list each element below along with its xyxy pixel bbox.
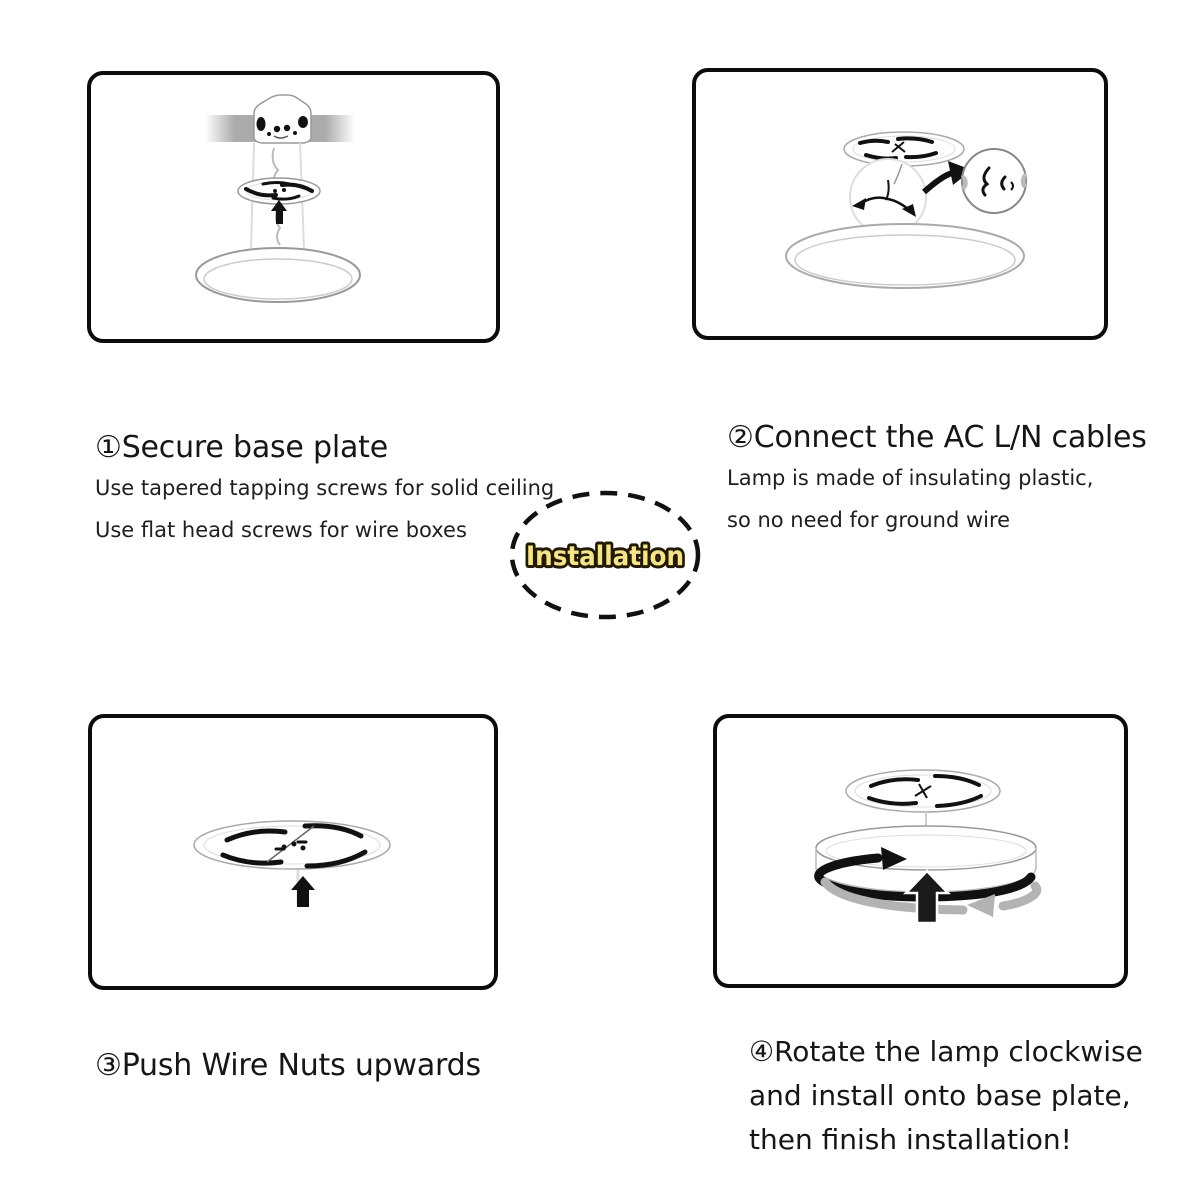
junction-box xyxy=(254,95,311,143)
step-4-line-2: and install onto base plate, xyxy=(749,1079,1131,1112)
step-2-text xyxy=(727,420,1147,552)
panel-connect-cables xyxy=(692,68,1108,340)
badge-label: Installation xyxy=(526,541,684,572)
lamp-disc xyxy=(196,248,360,302)
panel-rotate-lamp xyxy=(713,714,1128,988)
step-3-text xyxy=(95,1048,481,1096)
up-arrow-icon xyxy=(291,876,315,907)
secure-base-plate-illustration xyxy=(91,75,496,339)
step-2-line-2: so no need for ground wire xyxy=(727,508,1011,532)
step-4-text xyxy=(749,1030,1143,1162)
step-2-title: ②Connect the AC L/N cables xyxy=(727,420,1147,455)
base-plate xyxy=(194,821,390,869)
step-1-text xyxy=(95,430,554,562)
rotate-lamp-illustration xyxy=(717,718,1124,984)
step-4-line-3: then finish installation! xyxy=(749,1123,1072,1156)
lamp-disc xyxy=(786,224,1024,288)
step-4-line-1: ④Rotate the lamp clockwise xyxy=(749,1035,1143,1068)
base-plate xyxy=(846,770,1000,812)
magnifier-circle xyxy=(961,149,1027,213)
panel-secure-base-plate xyxy=(87,71,500,343)
connect-cables-illustration xyxy=(696,72,1104,336)
push-wire-nuts-illustration xyxy=(92,718,494,986)
step-2-line-1: Lamp is made of insulating plastic, xyxy=(727,466,1094,490)
step-1-line-1: Use tapered tapping screws for solid ceiling xyxy=(95,476,555,500)
panel-push-wire-nuts xyxy=(88,714,498,990)
base-plate xyxy=(844,132,964,166)
step-1-title: ①Secure base plate xyxy=(95,430,389,465)
step-1-line-2: Use flat head screws for wire boxes xyxy=(95,518,467,542)
step-3-title: ③Push Wire Nuts upwards xyxy=(95,1048,481,1083)
installation-badge xyxy=(505,487,705,627)
